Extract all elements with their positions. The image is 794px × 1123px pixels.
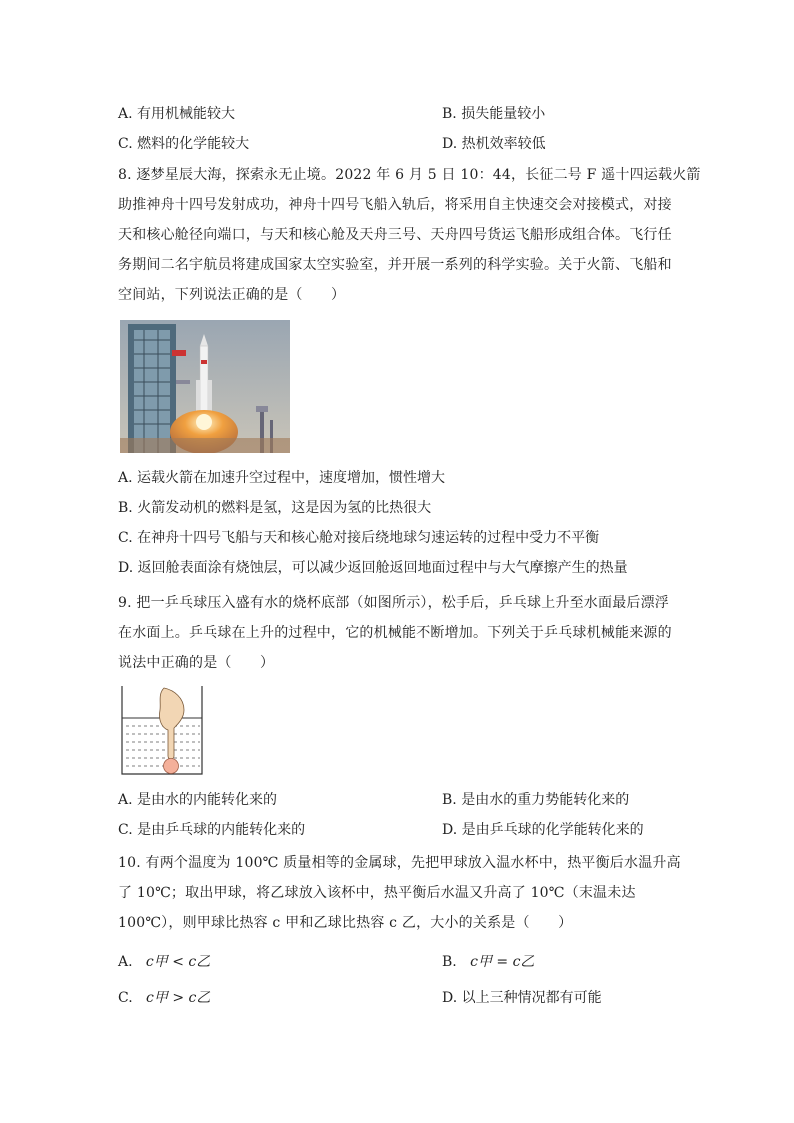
q10-line-2: 了 10℃；取出甲球，将乙球放入该杯中，热平衡后水温又升高了 10℃（末温未达: [118, 885, 636, 901]
q8-option-c: C. 在神舟十四号飞船与天和核心舱对接后绕地球匀速运转的过程中受力不平衡: [118, 530, 600, 546]
q8-line-2: 助推神舟十四号发射成功，神舟十四号飞船入轨后，将采用自主快速交会对接模式，对接: [118, 197, 672, 213]
q7-option-c: C. 燃料的化学能较大: [118, 136, 250, 152]
q10-option-a-formula: c甲 < c乙: [145, 954, 211, 970]
q10-option-a: [118, 952, 210, 972]
q9-line-2: 在水面上。乒乓球在上升的过程中，它的机械能不断增加。下列关于乒乓球机械能来源的: [118, 625, 672, 641]
q8-line-3: 天和核心舱径向端口，与天和核心舱及天舟三号、天舟四号货运飞船形成组合体。飞行任: [118, 227, 672, 243]
q8-option-a: A. 运载火箭在加速升空过程中，速度增加，惯性增大: [118, 470, 446, 486]
q10-option-d: D. 以上三种情况都有可能: [442, 990, 602, 1006]
q9-option-d: D. 是由乒乓球的化学能转化来的: [442, 822, 644, 838]
q9-stem: [118, 588, 678, 678]
q8-option-d: D. 返回舱表面涂有烧蚀层，可以减少返回舱返回地面过程中与大气摩擦产生的热量: [118, 560, 628, 576]
q10-option-c: [118, 988, 210, 1008]
q10-option-b: [442, 952, 534, 972]
q7-option-d: D. 热机效率较低: [442, 136, 546, 152]
q8-line-5: 空间站，下列说法正确的是（ ）: [118, 287, 346, 303]
q8-option-b: B. 火箭发动机的燃料是氢，这是因为氢的比热很大: [118, 500, 432, 516]
q9-option-a: A. 是由水的内能转化来的: [118, 792, 278, 808]
rocket-launch-image: [120, 320, 290, 453]
q10-option-a-label: A.: [118, 954, 133, 970]
q10-line-1: 10. 有两个温度为 100℃ 质量相等的金属球，先把甲球放入温水杯中，热平衡后水温升高: [118, 855, 681, 871]
q10-option-b-label: B.: [442, 954, 457, 970]
q8-stem: [118, 160, 701, 310]
q10-stem: [118, 848, 681, 938]
q8-line-4: 务期间二名宇航员将建成国家太空实验室，并开展一系列的科学实验。关于火箭、飞船和: [118, 257, 672, 273]
q10-option-b-formula: c甲 = c乙: [470, 954, 535, 970]
q8-line-1: 8. 逐梦星辰大海，探索永无止境。2022 年 6 月 5 日 10：44，长征二号 F 遥十四运载火箭: [118, 167, 701, 183]
beaker-ball-figure: [118, 684, 208, 776]
q9-option-b: B. 是由水的重力势能转化来的: [442, 792, 630, 808]
q9-line-3: 说法中正确的是（ ）: [118, 655, 275, 671]
q7-option-a: A. 有用机械能较大: [118, 106, 236, 122]
q7-option-b: B. 损失能量较小: [442, 106, 546, 122]
q9-line-1: 9. 把一乒乓球压入盛有水的烧杯底部（如图所示），松手后，乒乓球上升至水面最后漂浮: [118, 595, 670, 611]
q9-option-c: C. 是由乒乓球的内能转化来的: [118, 822, 306, 838]
q10-option-c-label: C.: [118, 990, 133, 1006]
q10-line-3: 100℃），则甲球比热容 c 甲和乙球比热容 c 乙，大小的关系是（ ）: [118, 915, 573, 931]
q10-option-c-formula: c甲 > c乙: [146, 990, 211, 1006]
